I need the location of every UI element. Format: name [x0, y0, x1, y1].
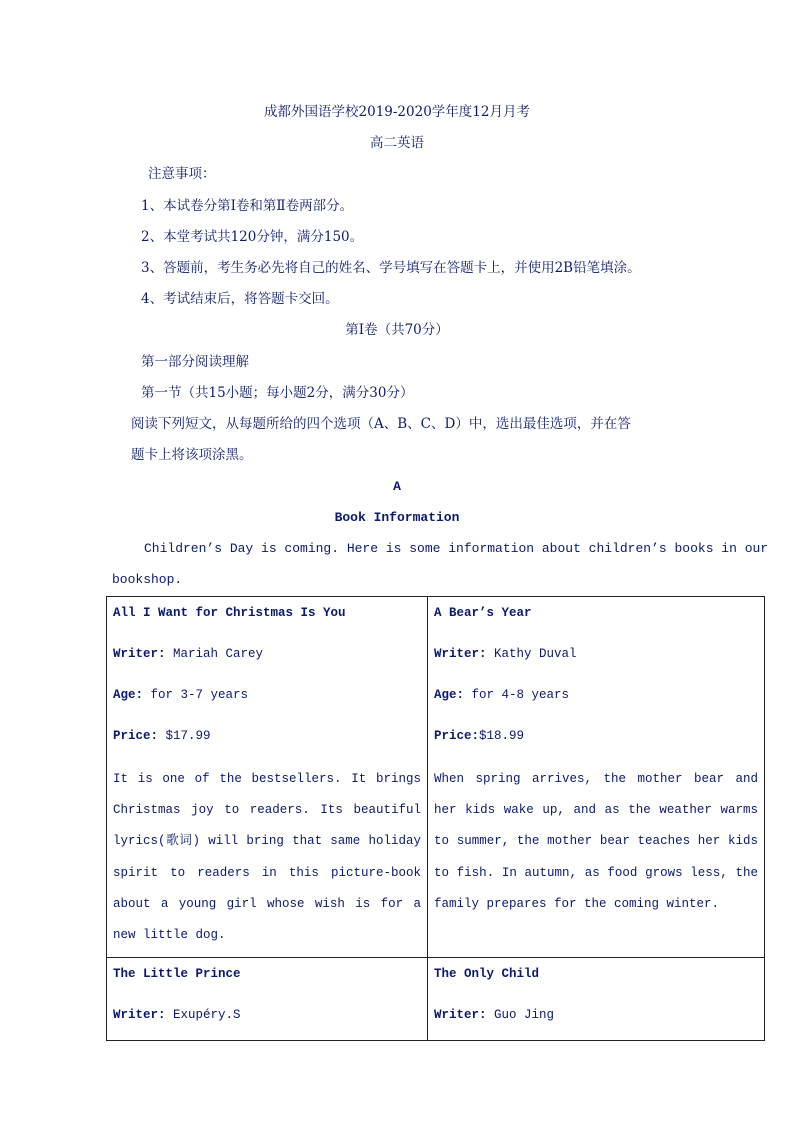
writer-value: Exupéry.S: [165, 1008, 241, 1023]
instructions-line: 题卡上将该项涂黑。: [131, 447, 253, 463]
book-description: When spring arrives, the mother bear and her kids wake up, and as the weather warms to summer, the mother bear teaches her kids to fish. In autumn, as food grows less, the family prepares for the coming winter.: [434, 772, 758, 911]
writer-label: Writer:: [434, 1008, 487, 1023]
price-label: Price:: [434, 729, 480, 743]
writer-label: Writer:: [113, 1008, 166, 1023]
notice-heading: 注意事项：: [148, 166, 216, 182]
notice-item: 3、答题前，考生务必先将自己的姓名、学号填写在答题卡上，并使用2B铅笔填涂。: [141, 260, 641, 276]
book-title: All I Want for Christmas Is You: [113, 606, 346, 620]
section-heading: 第一节（共15小题；每小题2分，满分30分）: [141, 385, 414, 401]
book-title: A Bear’s Year: [434, 606, 532, 620]
price-value: $18.99: [479, 729, 525, 743]
book-title: The Only Child: [434, 967, 540, 982]
book-writer: [434, 638, 758, 679]
passage-letter: A: [393, 479, 401, 494]
price-label: Price:: [113, 729, 159, 743]
writer-label: Writer:: [113, 647, 166, 661]
book-cell: [428, 958, 765, 1041]
passage-intro: Children’s Day is coming. Here is some information about children’s books in our: [144, 541, 769, 556]
book-writer: [113, 999, 421, 1040]
price-value: $17.99: [158, 729, 211, 743]
notice-item: 2、本堂考试共120分钟，满分150。: [141, 229, 364, 245]
writer-value: Kathy Duval: [486, 647, 577, 661]
book-age: [434, 679, 758, 720]
notice-item: 1、本试卷分第Ⅰ卷和第Ⅱ卷两部分。: [141, 198, 354, 214]
writer-value: Guo Jing: [486, 1008, 555, 1023]
book-cell: [428, 597, 765, 958]
book-table: [106, 596, 765, 1041]
passage-intro: bookshop.: [112, 572, 183, 587]
table-row: [107, 958, 765, 1041]
book-price: [113, 720, 421, 761]
table-row: [107, 597, 765, 958]
book-age: [113, 679, 421, 720]
book-writer: [434, 999, 758, 1040]
notice-item: 4、考试结束后，将答题卡交回。: [141, 291, 339, 307]
age-value: for 3-7 years: [143, 688, 249, 702]
subject-title: 高二英语: [370, 135, 424, 151]
passage-title: Book Information: [334, 510, 460, 525]
book-cell: [107, 597, 428, 958]
volume-heading: 第Ⅰ卷（共70分）: [345, 322, 449, 338]
book-cell: [107, 958, 428, 1041]
book-price: [434, 720, 758, 761]
age-label: Age:: [113, 688, 144, 702]
book-description: It is one of the bestsellers. It brings Christmas joy to readers. Its beautiful lyrics(歌词) will bring that same holiday spirit to readers in this picture-book about a young girl whose wish is for a new little dog.: [113, 772, 421, 943]
part-heading: 第一部分阅读理解: [141, 354, 249, 370]
instructions-line: 阅读下列短文，从每题所给的四个选项（A、B、C、D）中，选出最佳选项，并在答: [131, 416, 631, 432]
book-title: The Little Prince: [113, 967, 241, 982]
age-value: for 4-8 years: [464, 688, 570, 702]
writer-label: Writer:: [434, 647, 487, 661]
exam-title: 成都外国语学校2019-2020学年度12月月考: [264, 104, 530, 120]
writer-value: Mariah Carey: [165, 647, 264, 661]
age-label: Age:: [434, 688, 465, 702]
book-writer: [113, 638, 421, 679]
